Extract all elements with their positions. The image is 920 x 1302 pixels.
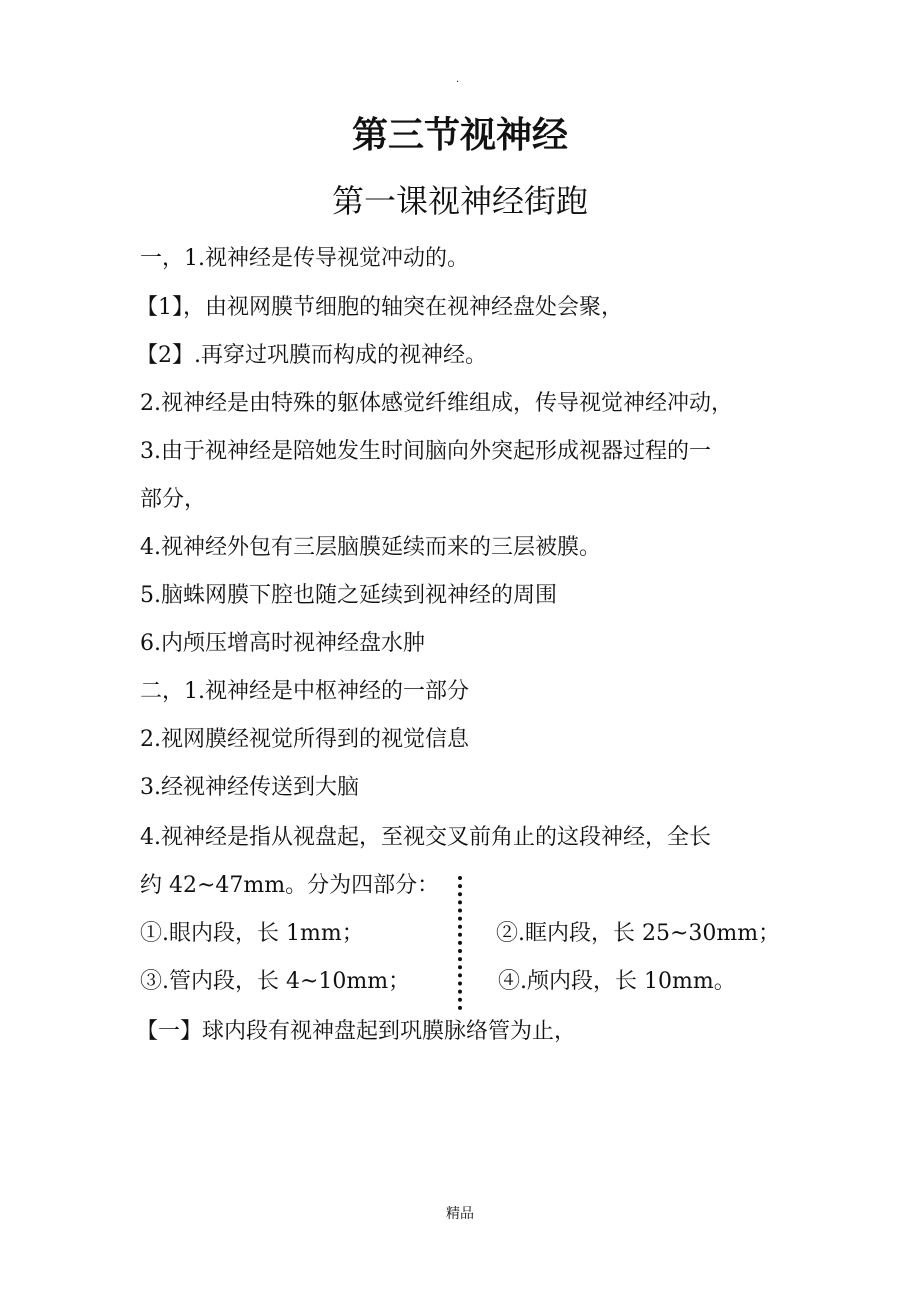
text-line: 2.视神经是由特殊的躯体感觉纤维组成，传导视觉神经冲动， (140, 391, 733, 416)
page-title: 第三节视神经 (351, 115, 568, 156)
text-line: 【一】球内段有视神盘起到巩膜脉络管为止， (136, 1019, 577, 1044)
text-line: 2.视网膜经视觉所得到的视觉信息 (140, 727, 469, 752)
segment-intracanalicular: ③.管内段，长 4~10mm； (140, 969, 411, 994)
text-line: 约 42~47mm。分为四部分： (140, 873, 440, 898)
text-line: 一，1.视神经是传导视觉冲动的。 (140, 246, 469, 271)
footer-label: 精品 (446, 1206, 474, 1222)
text-line: 【1】，由视网膜节细胞的轴突在视神经盘处会聚， (136, 295, 623, 320)
text-line: 4.视神经外包有三层脑膜延续而来的三层被膜。 (140, 535, 601, 560)
segment-intraorbital: ②.眶内段，长 25~30mm； (496, 921, 781, 946)
text-line: 二，1.视神经是中枢神经的一部分 (140, 679, 469, 704)
text-line: 3.由于视神经是陪她发生时间脑向外突起形成视器过程的一 (140, 439, 711, 464)
column-divider (458, 876, 462, 1010)
text-line: 6.内颅压增高时视神经盘水肿 (140, 631, 425, 656)
text-line: 4.视神经是指从视盘起，至视交叉前角止的这段神经，全长 (140, 825, 711, 850)
lesson-title: 第一课视神经街跑 (331, 182, 588, 220)
segment-intracranial: ④.颅内段，长 10mm。 (498, 969, 736, 994)
header-dot: . (456, 74, 460, 85)
segment-intraocular: ①.眼内段，长 1mm； (140, 921, 364, 946)
text-line: 部分， (140, 487, 207, 512)
text-line: 5.脑蛛网膜下腔也随之延续到视神经的周围 (140, 583, 557, 608)
text-line: 【2】.再穿过巩膜而构成的视神经。 (136, 343, 487, 368)
text-line: 3.经视神经传送到大脑 (140, 775, 359, 800)
